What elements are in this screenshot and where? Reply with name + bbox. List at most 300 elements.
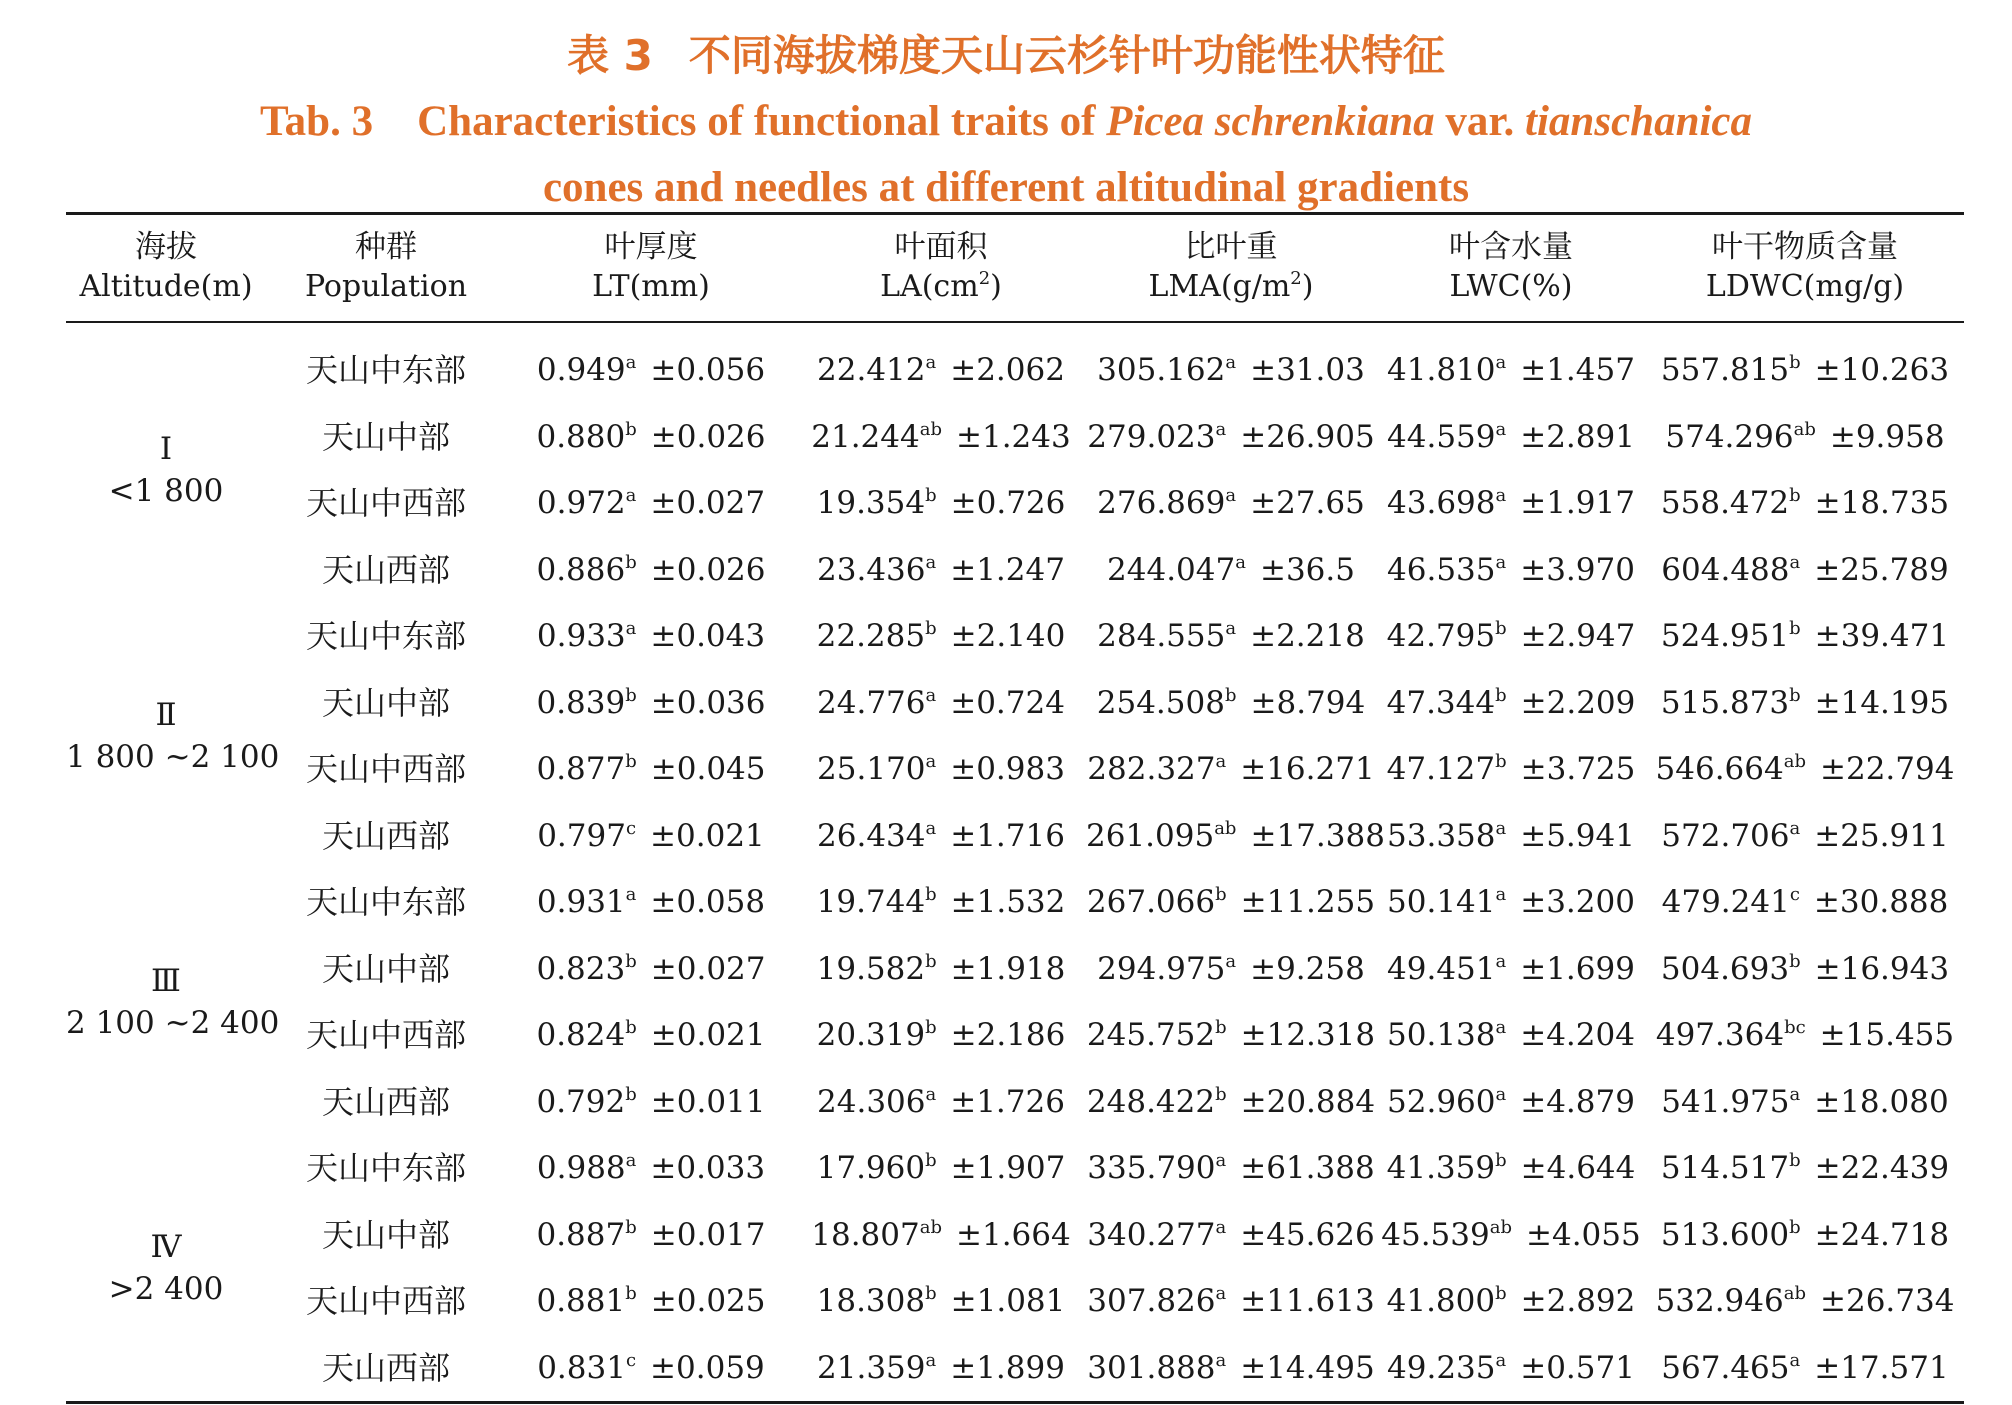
- la-cell: [796, 404, 1086, 471]
- ldwc-mean: 572.706: [1661, 817, 1790, 854]
- table-row: [66, 1268, 1964, 1335]
- lma-sd: ±17.388: [1250, 817, 1385, 854]
- la-significance: a: [925, 684, 937, 706]
- ldwc-cell: [1646, 1268, 1964, 1335]
- la-sd: ±2.186: [950, 1017, 1066, 1054]
- altitude-group-cell: [66, 603, 280, 869]
- la-sd: ±1.081: [950, 1283, 1066, 1320]
- lt-sd: ±0.026: [650, 418, 766, 455]
- lt-mean: 0.972: [536, 485, 626, 522]
- lma-cell: [1086, 603, 1376, 670]
- lwc-cell: [1376, 1135, 1646, 1202]
- table-row: [66, 869, 1964, 936]
- lwc-sd: ±1.699: [1520, 950, 1635, 987]
- lt-cell: [506, 1335, 796, 1403]
- lma-mean: 276.869: [1097, 485, 1226, 522]
- la-mean: 21.244: [811, 418, 920, 455]
- lma-mean: 282.327: [1087, 751, 1216, 788]
- la-significance: a: [925, 817, 937, 839]
- ldwc-mean: 515.873: [1660, 684, 1790, 721]
- ldwc-mean: 513.600: [1660, 1216, 1790, 1253]
- table-row: [66, 322, 1964, 404]
- la-sd: ±1.247: [950, 551, 1065, 588]
- ldwc-significance: ab: [1783, 1283, 1806, 1305]
- ldwc-sd: ±25.911: [1814, 817, 1949, 854]
- lwc-sd: ±1.917: [1520, 485, 1635, 522]
- ldwc-sd: ±24.718: [1814, 1216, 1950, 1253]
- ldwc-sd: ±9.958: [1829, 418, 1945, 455]
- lwc-cell: [1376, 1202, 1646, 1269]
- lwc-significance: b: [1495, 684, 1507, 706]
- la-sd: ±0.726: [950, 485, 1066, 522]
- ldwc-cell: [1646, 1135, 1964, 1202]
- header-altitude: 海拔 Altitude(m): [79, 229, 253, 304]
- ldwc-cell: [1646, 537, 1964, 604]
- lwc-significance: b: [1495, 618, 1507, 640]
- lma-significance: a: [1225, 950, 1237, 972]
- population-cell: 天山西部: [321, 550, 450, 589]
- ldwc-significance: b: [1789, 1216, 1801, 1238]
- la-mean: 22.412: [817, 352, 926, 389]
- lwc-significance: a: [1495, 352, 1507, 374]
- la-cell: [796, 1069, 1086, 1136]
- lma-significance: b: [1215, 884, 1227, 906]
- lma-significance: b: [1224, 684, 1237, 706]
- la-cell: [796, 736, 1086, 803]
- population-cell: 天山中西部: [305, 1016, 466, 1055]
- ldwc-mean: 497.364: [1655, 1017, 1785, 1054]
- lt-significance: b: [625, 551, 637, 573]
- population-cell: 天山西部: [321, 816, 450, 855]
- header-leaf-dry-matter: 叶干物质含量 LDWC(mg/g): [1705, 229, 1905, 304]
- table-caption-en-prefix: Characteristics of functional traits of: [417, 98, 1096, 145]
- lma-mean: 245.752: [1086, 1017, 1216, 1054]
- header-leaf-area: 叶面积 $LA(cm^2)$: [880, 229, 1002, 304]
- lwc-mean: 53.358: [1387, 817, 1496, 854]
- ldwc-mean: 524.951: [1660, 618, 1790, 655]
- lwc-cell: [1376, 322, 1646, 404]
- var-abbrev: var.: [1445, 98, 1515, 145]
- lwc-sd: ±0.571: [1520, 1349, 1635, 1386]
- lma-cell: [1086, 803, 1385, 870]
- header-leaf-thickness: 叶厚度 LT(mm): [592, 229, 710, 304]
- ldwc-mean: 567.465: [1661, 1349, 1790, 1386]
- altitude-group-label: Ⅲ: [151, 963, 181, 999]
- lwc-significance: a: [1495, 950, 1507, 972]
- altitude-group-cell: [66, 869, 280, 1135]
- table-row: [66, 670, 1964, 737]
- lma-cell: [1086, 1135, 1376, 1202]
- la-significance: b: [925, 485, 937, 507]
- lt-mean: 0.886: [536, 551, 626, 588]
- lma-significance: a: [1225, 352, 1237, 374]
- variety-name: tianschanica: [1525, 98, 1753, 145]
- ldwc-mean: 546.664: [1655, 751, 1784, 788]
- lt-sd: ±0.011: [650, 1083, 766, 1120]
- la-mean: 24.306: [817, 1083, 926, 1120]
- la-cell: [796, 869, 1086, 936]
- lwc-mean: 52.960: [1387, 1083, 1496, 1120]
- la-cell: [796, 470, 1086, 537]
- lwc-sd: ±2.891: [1520, 418, 1635, 455]
- lt-mean: 0.931: [536, 884, 626, 921]
- lwc-cell: [1376, 803, 1646, 870]
- la-significance: b: [925, 950, 937, 972]
- lma-sd: ±26.905: [1240, 418, 1375, 455]
- lwc-mean: 41.810: [1387, 352, 1496, 389]
- population-cell: 天山中部: [321, 683, 450, 722]
- population-cell: 天山中部: [321, 1215, 450, 1254]
- altitude-group-range: >2 400: [108, 1271, 224, 1307]
- lt-cell: [506, 603, 796, 670]
- lwc-significance: a: [1495, 485, 1507, 507]
- table-row: [66, 1202, 1964, 1269]
- header-leaf-water-content: 叶含水量 LWC(%): [1449, 229, 1573, 304]
- lma-cell: [1086, 670, 1376, 737]
- la-cell: [796, 322, 1086, 404]
- population-cell: 天山中西部: [305, 750, 466, 789]
- lma-sd: ±45.626: [1240, 1216, 1375, 1253]
- lwc-sd: ±4.879: [1520, 1083, 1635, 1120]
- population-cell: 天山中东部: [305, 351, 466, 390]
- lma-cell: [1086, 404, 1376, 471]
- lt-sd: ±0.017: [650, 1216, 766, 1253]
- ldwc-mean: 479.241: [1661, 884, 1790, 921]
- ldwc-significance: b: [1789, 352, 1801, 374]
- population-cell: 天山中部: [321, 949, 450, 988]
- ldwc-significance: ab: [1793, 418, 1816, 440]
- lwc-significance: a: [1495, 884, 1507, 906]
- la-mean: 18.308: [816, 1283, 926, 1320]
- ldwc-cell: [1646, 404, 1964, 471]
- lwc-mean: 44.559: [1387, 418, 1496, 455]
- lma-mean: 301.888: [1087, 1349, 1216, 1386]
- lwc-sd: ±2.892: [1520, 1283, 1636, 1320]
- lma-cell: [1086, 869, 1376, 936]
- header-leaf-mass-area: 比叶重 $LMA(g/m^2)$: [1148, 229, 1314, 304]
- lt-sd: ±0.059: [650, 1349, 765, 1386]
- lma-significance: a: [1215, 751, 1227, 773]
- header-population: 种群 Population: [304, 229, 468, 304]
- lma-significance: a: [1215, 418, 1227, 440]
- la-significance: ab: [919, 1216, 942, 1238]
- lwc-cell: [1376, 869, 1646, 936]
- lwc-sd: ±3.725: [1520, 751, 1636, 788]
- ldwc-mean: 532.946: [1655, 1283, 1784, 1320]
- lt-cell: [506, 803, 796, 870]
- lma-cell: [1086, 537, 1376, 604]
- lt-mean: 0.839: [536, 684, 626, 721]
- population-cell: 天山中西部: [305, 484, 466, 523]
- table-title-cn: [0, 28, 2012, 84]
- la-significance: b: [925, 1283, 937, 1305]
- la-mean: 18.807: [811, 1216, 920, 1253]
- lwc-significance: a: [1495, 817, 1507, 839]
- lma-cell: [1086, 1202, 1376, 1269]
- lma-sd: ±9.258: [1250, 950, 1365, 987]
- la-sd: ±0.983: [950, 751, 1065, 788]
- lwc-cell: [1376, 470, 1646, 537]
- lt-sd: ±0.026: [650, 551, 766, 588]
- la-cell: [796, 1002, 1086, 1069]
- lma-mean: 335.790: [1087, 1150, 1216, 1187]
- table-row: [66, 736, 1964, 803]
- la-mean: 25.170: [817, 751, 926, 788]
- lt-significance: b: [625, 1017, 637, 1039]
- lwc-mean: 50.138: [1387, 1017, 1496, 1054]
- lt-mean: 0.831: [537, 1349, 626, 1386]
- lt-sd: ±0.027: [650, 485, 766, 522]
- la-cell: [796, 537, 1086, 604]
- species-name: Picea schrenkiana: [1106, 98, 1435, 145]
- population-cell: 天山西部: [321, 1348, 450, 1387]
- lwc-mean: 45.539: [1381, 1216, 1490, 1253]
- lma-mean: 254.508: [1096, 684, 1225, 721]
- ldwc-significance: bc: [1784, 1017, 1806, 1039]
- altitude-group-range: 2 100 ~2 400: [66, 1005, 280, 1041]
- lma-significance: a: [1225, 485, 1237, 507]
- lwc-significance: ab: [1489, 1216, 1512, 1238]
- lma-sd: ±61.388: [1240, 1150, 1375, 1187]
- la-cell: [796, 1335, 1086, 1403]
- population-cell: 天山西部: [321, 1082, 450, 1121]
- lwc-significance: a: [1495, 1017, 1507, 1039]
- lwc-significance: a: [1495, 1349, 1507, 1371]
- lwc-significance: a: [1495, 418, 1507, 440]
- lwc-mean: 41.800: [1386, 1283, 1496, 1320]
- ldwc-cell: [1646, 470, 1964, 537]
- lt-sd: ±0.033: [650, 1150, 766, 1187]
- table-header: [66, 214, 1964, 323]
- la-significance: ab: [919, 418, 942, 440]
- la-significance: b: [925, 884, 937, 906]
- lt-sd: ±0.056: [650, 352, 766, 389]
- lma-cell: [1086, 736, 1376, 803]
- table-caption-cn: 不同海拔梯度天山云杉针叶功能性状特征: [688, 31, 1445, 80]
- lma-cell: [1086, 470, 1376, 537]
- table-caption-en-line2: cones and needles at different altitudinal gradients: [542, 164, 1470, 211]
- lwc-cell: [1376, 537, 1646, 604]
- lwc-sd: ±3.970: [1520, 551, 1635, 588]
- ldwc-significance: c: [1789, 884, 1800, 906]
- lma-sd: ±14.495: [1240, 1349, 1375, 1386]
- ldwc-mean: 574.296: [1665, 418, 1794, 455]
- altitude-group-range: 1 800 ~2 100: [66, 739, 280, 775]
- ldwc-sd: ±25.789: [1814, 551, 1949, 588]
- lt-mean: 0.949: [536, 352, 626, 389]
- lwc-sd: ±4.055: [1526, 1216, 1641, 1253]
- population-cell: 天山中东部: [305, 883, 466, 922]
- lt-significance: b: [625, 1083, 637, 1105]
- lma-mean: 294.975: [1097, 950, 1226, 987]
- lt-significance: c: [625, 1349, 637, 1371]
- lt-mean: 0.792: [536, 1083, 626, 1120]
- lwc-sd: ±2.209: [1520, 684, 1636, 721]
- lt-cell: [506, 1268, 796, 1335]
- lwc-cell: [1376, 404, 1646, 471]
- lma-mean: 261.095: [1086, 817, 1215, 854]
- lt-significance: b: [625, 418, 637, 440]
- la-mean: 17.960: [816, 1150, 926, 1187]
- ldwc-mean: 541.975: [1661, 1083, 1790, 1120]
- population-cell: 天山中部: [321, 417, 450, 456]
- lt-significance: b: [625, 1283, 637, 1305]
- lt-cell: [506, 1002, 796, 1069]
- ldwc-mean: 558.472: [1660, 485, 1790, 522]
- lwc-sd: ±1.457: [1520, 352, 1635, 389]
- la-sd: ±1.726: [950, 1083, 1065, 1120]
- lwc-mean: 50.141: [1387, 884, 1496, 921]
- lwc-sd: ±4.644: [1520, 1150, 1636, 1187]
- lwc-mean: 49.451: [1387, 950, 1496, 987]
- la-sd: ±1.532: [950, 884, 1066, 921]
- lt-cell: [506, 322, 796, 404]
- lwc-mean: 41.359: [1386, 1150, 1496, 1187]
- lt-significance: b: [625, 950, 637, 972]
- lt-sd: ±0.058: [650, 884, 766, 921]
- lwc-significance: b: [1495, 751, 1507, 773]
- lt-mean: 0.880: [536, 418, 626, 455]
- la-cell: [796, 1135, 1086, 1202]
- lma-sd: ±27.65: [1250, 485, 1365, 522]
- la-cell: [796, 1202, 1086, 1269]
- table-row: [66, 404, 1964, 471]
- lt-cell: [506, 670, 796, 737]
- lma-significance: a: [1225, 618, 1237, 640]
- ldwc-significance: a: [1789, 817, 1801, 839]
- la-mean: 21.359: [817, 1349, 926, 1386]
- lwc-significance: a: [1495, 1083, 1507, 1105]
- ldwc-sd: ±22.794: [1820, 751, 1955, 788]
- lma-mean: 267.066: [1086, 884, 1216, 921]
- la-cell: [796, 1268, 1086, 1335]
- altitude-group-range: <1 800: [108, 473, 224, 509]
- table-label-cn: 表 3: [567, 31, 653, 80]
- lma-cell: [1086, 1002, 1376, 1069]
- lma-cell: [1086, 322, 1376, 404]
- ldwc-sd: ±10.263: [1814, 352, 1950, 389]
- lma-mean: 340.277: [1087, 1216, 1216, 1253]
- ldwc-cell: [1646, 1002, 1964, 1069]
- lwc-sd: ±3.200: [1520, 884, 1635, 921]
- ldwc-sd: ±14.195: [1814, 684, 1950, 721]
- lwc-significance: a: [1495, 551, 1507, 573]
- ldwc-mean: 504.693: [1660, 950, 1790, 987]
- lt-mean: 0.823: [536, 950, 626, 987]
- lma-significance: a: [1235, 551, 1246, 573]
- population-cell: 天山中东部: [305, 617, 466, 656]
- table-row: [66, 537, 1964, 604]
- lma-sd: ±11.255: [1240, 884, 1376, 921]
- lma-significance: b: [1215, 1083, 1227, 1105]
- lma-mean: 307.826: [1087, 1283, 1216, 1320]
- lma-cell: [1086, 1069, 1376, 1136]
- lt-cell: [506, 470, 796, 537]
- table-label-en: Tab. 3: [259, 98, 374, 145]
- la-cell: [796, 670, 1086, 737]
- table-row: [66, 1135, 1964, 1202]
- lma-significance: ab: [1214, 817, 1237, 839]
- lma-cell: [1086, 1268, 1376, 1335]
- lt-cell: [506, 936, 796, 1003]
- ldwc-significance: ab: [1783, 751, 1806, 773]
- ldwc-significance: b: [1789, 1150, 1801, 1172]
- ldwc-cell: [1646, 869, 1964, 936]
- ldwc-significance: a: [1789, 1083, 1801, 1105]
- lma-sd: ±31.03: [1250, 352, 1365, 389]
- lwc-mean: 43.698: [1387, 485, 1496, 522]
- lt-sd: ±0.043: [650, 618, 766, 655]
- ldwc-mean: 604.488: [1661, 551, 1790, 588]
- lwc-cell: [1376, 736, 1646, 803]
- lma-sd: ±36.5: [1259, 551, 1355, 588]
- la-significance: a: [925, 551, 937, 573]
- lt-significance: b: [625, 751, 637, 773]
- lwc-mean: 42.795: [1386, 618, 1496, 655]
- table-title-en-line1: [0, 92, 2012, 152]
- lma-mean: 244.047: [1107, 551, 1236, 588]
- la-sd: ±1.664: [956, 1216, 1071, 1253]
- la-mean: 19.744: [816, 884, 926, 921]
- lt-significance: a: [625, 485, 637, 507]
- ldwc-sd: ±26.734: [1820, 1283, 1955, 1320]
- lt-sd: ±0.021: [650, 1017, 766, 1054]
- traits-table: [66, 212, 1964, 1404]
- lma-sd: ±11.613: [1240, 1283, 1375, 1320]
- lt-cell: [506, 404, 796, 471]
- ldwc-cell: [1646, 1202, 1964, 1269]
- ldwc-significance: b: [1789, 485, 1801, 507]
- lwc-mean: 49.235: [1387, 1349, 1496, 1386]
- ldwc-mean: 514.517: [1660, 1150, 1790, 1187]
- lwc-significance: b: [1495, 1150, 1507, 1172]
- la-mean: 23.436: [817, 551, 926, 588]
- lma-significance: a: [1215, 1349, 1227, 1371]
- lt-cell: [506, 1202, 796, 1269]
- lwc-cell: [1376, 936, 1646, 1003]
- lwc-sd: ±4.204: [1520, 1017, 1635, 1054]
- la-sd: ±1.243: [956, 418, 1071, 455]
- table-row: [66, 936, 1964, 1003]
- altitude-group-label: Ⅳ: [150, 1229, 182, 1265]
- lwc-sd: ±5.941: [1520, 817, 1635, 854]
- lt-mean: 0.824: [536, 1017, 626, 1054]
- lt-significance: a: [625, 352, 637, 374]
- la-cell: [796, 603, 1086, 670]
- lt-significance: b: [625, 684, 637, 706]
- table-row: [66, 803, 1964, 870]
- ldwc-significance: b: [1789, 684, 1801, 706]
- population-cell: 天山中东部: [305, 1149, 466, 1188]
- ldwc-cell: [1646, 736, 1964, 803]
- lt-sd: ±0.036: [650, 684, 766, 721]
- lma-mean: 279.023: [1087, 418, 1216, 455]
- table-body: [66, 322, 1964, 1403]
- lma-mean: 284.555: [1097, 618, 1226, 655]
- lma-cell: [1086, 936, 1376, 1003]
- ldwc-sd: ±15.455: [1819, 1017, 1955, 1054]
- lt-sd: ±0.025: [650, 1283, 766, 1320]
- lma-significance: b: [1215, 1017, 1227, 1039]
- la-sd: ±1.907: [950, 1150, 1066, 1187]
- ldwc-cell: [1646, 322, 1964, 404]
- lt-sd: ±0.021: [650, 817, 765, 854]
- lwc-cell: [1376, 1268, 1646, 1335]
- la-mean: 19.582: [816, 950, 926, 987]
- lma-sd: ±12.318: [1240, 1017, 1376, 1054]
- lma-sd: ±8.794: [1250, 684, 1366, 721]
- la-sd: ±1.899: [950, 1349, 1065, 1386]
